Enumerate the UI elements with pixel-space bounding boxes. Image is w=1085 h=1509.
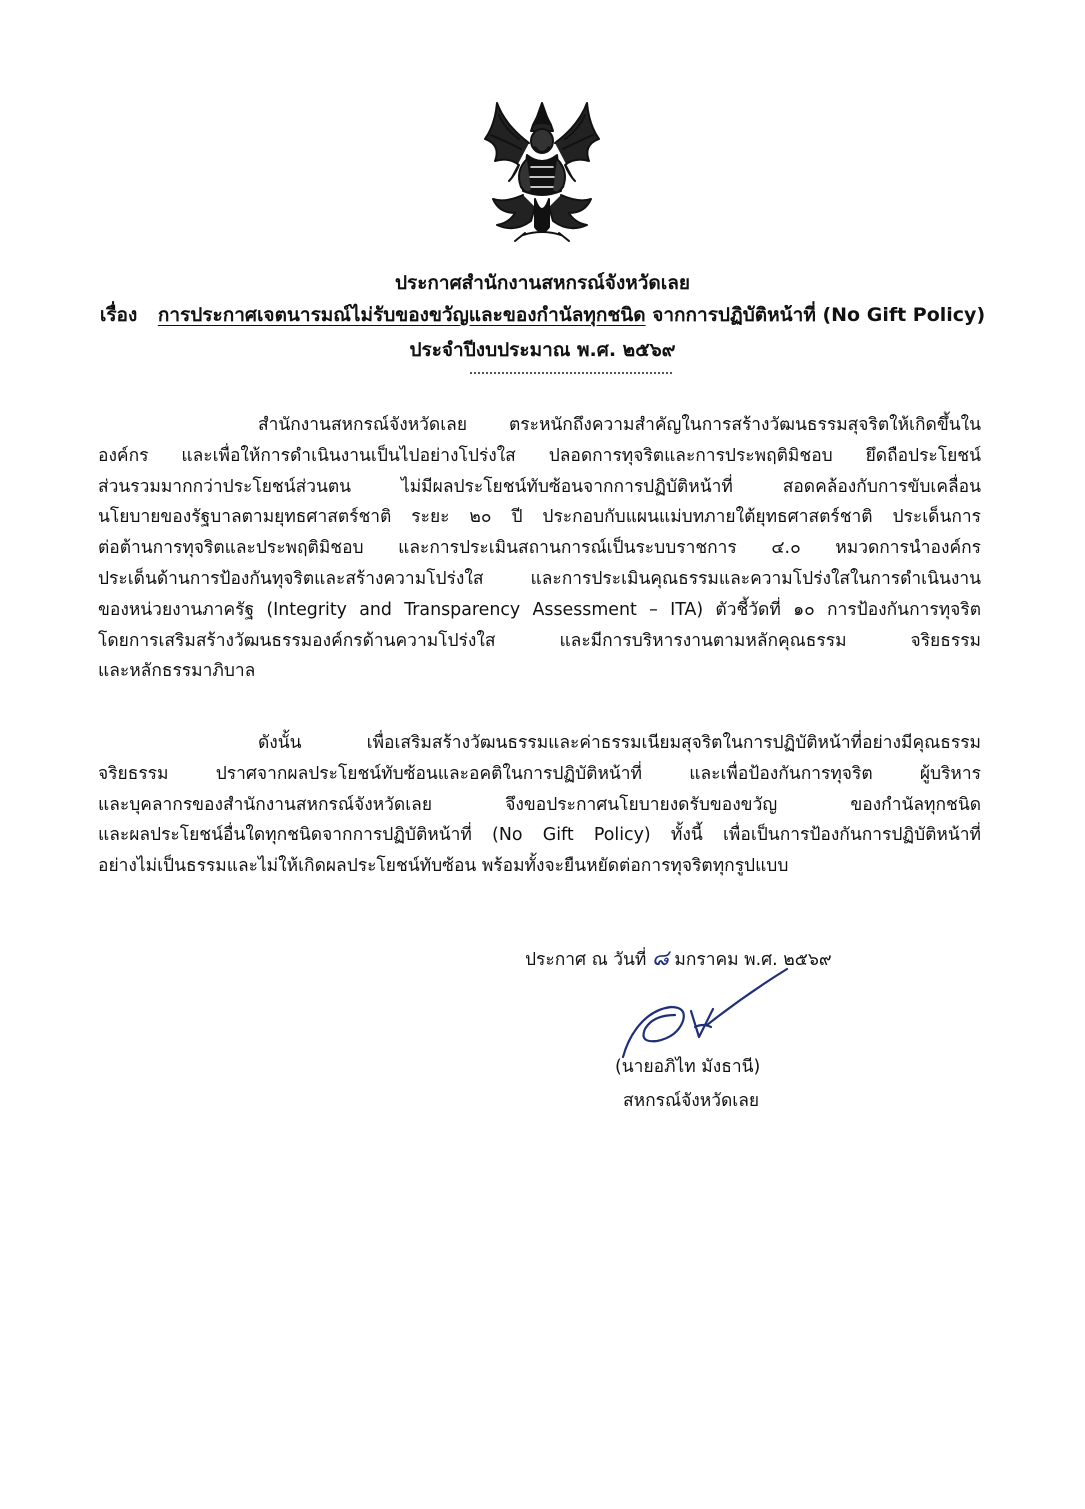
date-prefix: ประกาศ ณ วันที่ [525, 950, 647, 970]
paragraph-line: และผลประโยชน์อื่นใดทุกชนิดจากการปฏิบัติหน้าที่ (No Gift Policy) ทั้งนี้ เพื่อเป็นการป้องกันการปฏิบัติหน้าที่ [98, 825, 981, 846]
paragraph-line: อย่างไม่เป็นธรรมและไม่ให้เกิดผลประโยชน์ทับซ้อน พร้อมทั้งจะยืนหยัดต่อการทุจริตทุกรูปแบบ [98, 856, 789, 877]
paragraph-line: ของหน่วยงานภาครัฐ (Integrity and Transparency Assessment – ITA) ตัวชี้วัดที่ ๑๐ การป้องกันการทุจริต [98, 599, 981, 620]
paragraph-1 [98, 410, 981, 687]
paragraph-line: ส่วนรวมมากกว่าประโยชน์ส่วนตน ไม่มีผลประโยชน์ทับซ้อนจากการปฏิบัติหน้าที่ สอดคล้องกับการขับเคลื่อน [98, 476, 981, 497]
date-suffix: มกราคม พ.ศ. ๒๕๖๙ [674, 950, 832, 970]
paragraph-line: สำนักงานสหกรณ์จังหวัดเลย ตระหนักถึงความสำคัญในการสร้างวัฒนธรรมสุจริตให้เกิดขึ้นใน [258, 415, 981, 435]
paragraph-line: จริยธรรม ปราศจากผลประโยชน์ทับซ้อนและอคติในการปฏิบัติหน้าที่ และเพื่อป้องกันการทุจริต ผู้บริหาร [98, 763, 981, 784]
date-day: ๘ [651, 945, 669, 970]
paragraph-line: ดังนั้น เพื่อเสริมสร้างวัฒนธรรมและค่าธรรมเนียมสุจริตในการปฏิบัติหน้าที่อย่างมีคุณธรรม [258, 733, 981, 753]
subject-underlined: การประกาศเจตนารมณ์ไม่รับของขวัญและของกำนัลทุกชนิด [157, 304, 646, 326]
signer-name: (นายอภิไท มังธานี) [615, 1057, 761, 1077]
fiscal-year: ประจำปีงบประมาณ พ.ศ. ๒๕๖๙ [409, 339, 676, 361]
document-title: ประกาศสำนักงานสหกรณ์จังหวัดเลย [394, 272, 691, 294]
paragraph-line: และหลักธรรมาภิบาล [98, 661, 256, 682]
subject-rest: จากการปฏิบัติหน้าที่ (No Gift Policy) [652, 304, 986, 326]
garuda-emblem [475, 95, 610, 245]
paragraph-line: ต่อต้านการทุจริตและประพฤติมิชอบ และการประเมินสถานการณ์เป็นระบบราชการ ๔.๐ หมวดการนำองค์กร [98, 538, 981, 559]
subject-label: เรื่อง [99, 304, 138, 326]
handwritten-signature [595, 965, 795, 1060]
paragraph-line: และบุคลากรของสำนักงานสหกรณ์จังหวัดเลย จึงขอประกาศนโยบายงดรับของขวัญ ของกำนัลทุกชนิด [98, 794, 981, 815]
paragraph-2 [98, 728, 981, 882]
subject-line [0, 300, 1085, 330]
signer-position: สหกรณ์จังหวัดเลย [623, 1091, 760, 1111]
paragraph-line: องค์กร และเพื่อให้การดำเนินงานเป็นไปอย่างโปร่งใส ปลอดการทุจริตและการประพฤติมิชอบ ยึดถือประโยชน์ [98, 445, 981, 466]
paragraph-line: โดยการเสริมสร้างวัฒนธรรมองค์กรด้านความโปร่งใส และมีการบริหารงานตามหลักคุณธรรม จริยธรรม [98, 630, 981, 651]
paragraph-line: ประเด็นด้านการป้องกันทุจริตและสร้างความโปร่งใส และการประเมินคุณธรรมและความโปร่งใสในการดำเนินงาน [98, 568, 981, 589]
paragraph-line: นโยบายของรัฐบาลตามยุทธศาสตร์ชาติ ระยะ ๒๐ ปี ประกอบกับแผนแม่บทภายใต้ยุทธศาสตร์ชาติ ประเด็นการ [98, 507, 981, 528]
dotted-divider [470, 372, 672, 374]
